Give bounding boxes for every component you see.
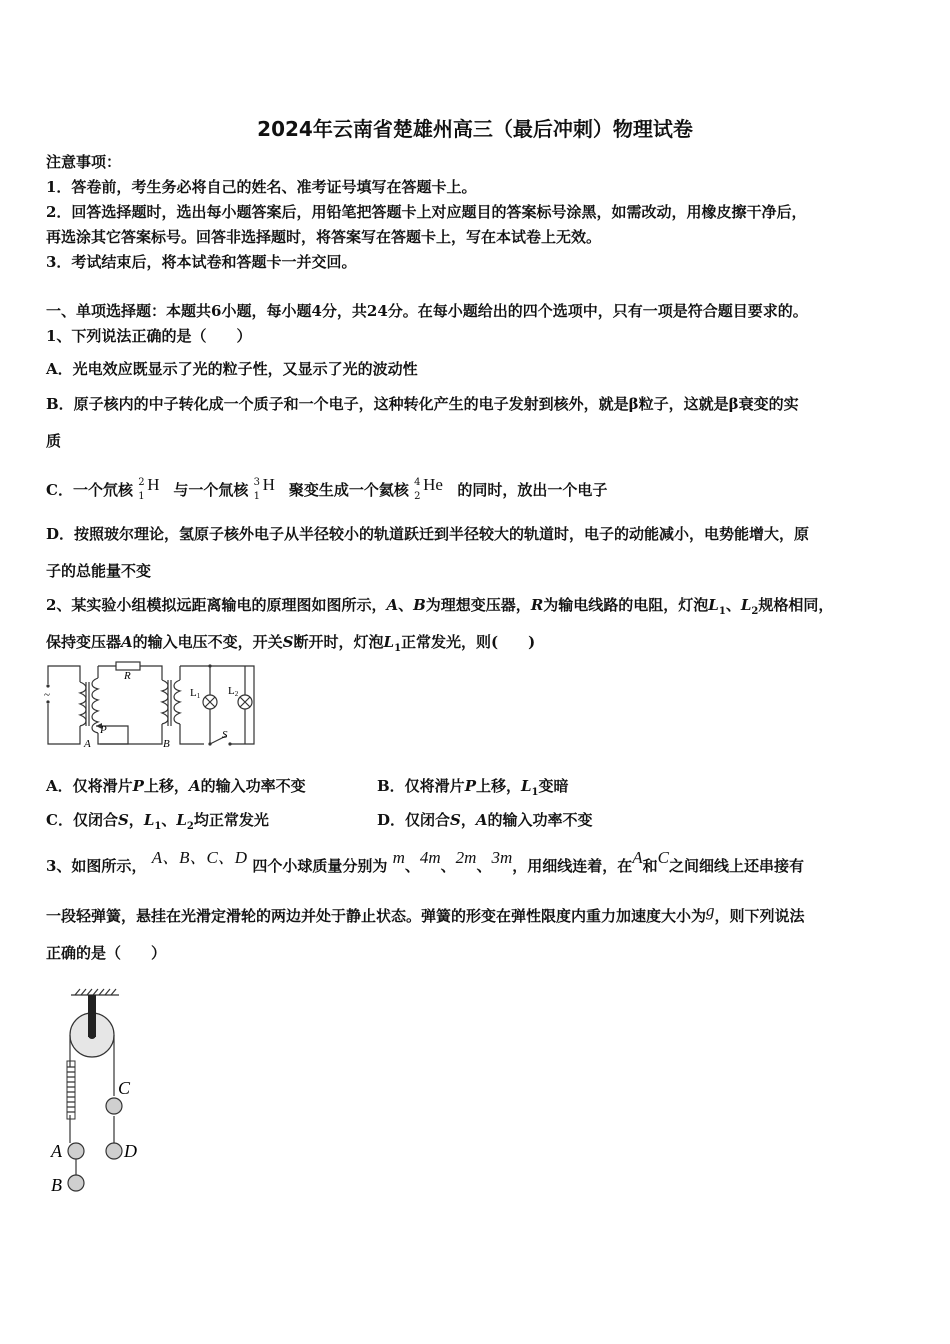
q2-option-d: D．仅闭合S，A的输入功率不变 — [377, 811, 593, 829]
svg-text:S: S — [222, 729, 228, 741]
tritium-symbol: 3 1 H — [253, 475, 275, 502]
q2-option-c: C．仅闭合S，$L_1$、$L_2$均正常发光 — [46, 811, 269, 832]
svg-text:~: ~ — [44, 689, 50, 701]
q2-option-b: B．仅将滑片P上移，$L_1$变暗 — [377, 777, 569, 798]
q1-stem: 1、下列说法正确的是（ ） — [46, 327, 252, 345]
q2-stem: 2、某实验小组模拟远距离输电的原理图如图所示，A、B为理想变压器，R为输电线路的电阻，灯泡$L_1$、$L_2$规格相同， — [46, 596, 834, 617]
notice-heading: 注意事项： — [46, 153, 122, 171]
svg-text:L1: L1 — [190, 687, 201, 700]
q3-stem: 3、如图所示， A、B、C、D 四个小球质量分别为 m、4m、2m、3m，用细线连着，在A和C之间细线上还串接有 — [46, 848, 805, 875]
q2-option-a: A．仅将滑片P上移，A的输入功率不变 — [46, 777, 306, 795]
notice-item-3: 3．考试结束后，将本试卷和答题卡一并交回。 — [46, 253, 357, 271]
q1-option-a: A．光电效应既显示了光的粒子性，又显示了光的波动性 — [46, 360, 418, 378]
svg-text:D: D — [124, 1141, 137, 1161]
notice-item-1: 1．答卷前，考生务必将自己的姓名、准考证号填写在答题卡上。 — [46, 178, 477, 196]
deuterium-symbol: 2 1 H — [138, 475, 160, 502]
svg-text:R: R — [124, 670, 131, 682]
q1-c-text-3: 聚变生成一个氦核 — [288, 481, 409, 499]
page-title: 2024年云南省楚雄州高三（最后冲刺）物理试卷 — [257, 117, 693, 141]
q1-c-text-2: 与一个氚核 — [173, 481, 249, 499]
q1-option-d: D．按照玻尔理论，氢原子核外电子从半径较小的轨道跃迁到半径较大的轨道时，电子的动能减小，电势能增大，原 — [46, 525, 810, 543]
q3-stem-cont: 一段轻弹簧，悬挂在光滑定滑轮的两边并处于静止状态。弹簧的形变在弹性限度内重力加速度大小为g，则下列说法 — [46, 901, 805, 925]
q1-c-text-4: 的同时，放出一个电子 — [457, 481, 608, 499]
svg-text:L2: L2 — [228, 685, 239, 698]
section-heading: 一、单项选择题：本题共6小题，每小题4分，共24分。在每小题给出的四个选项中，只有一项是符合题目要求的。 — [46, 302, 808, 320]
notice-item-2: 2．回答选择题时，选出每小题答案后，用铅笔把答题卡上对应题目的答案标号涂黑，如需改动，用橡皮擦干净后， — [46, 203, 807, 221]
svg-text:P: P — [100, 724, 107, 736]
svg-text:A: A — [84, 738, 91, 750]
q1-option-b: B．原子核内的中子转化成一个质子和一个电子，这种转化产生的电子发射到核外，就是β粒子，这就是β衰变的实 — [46, 395, 799, 413]
svg-text:A: A — [51, 1141, 62, 1161]
helium-symbol: 4 2 He — [414, 475, 443, 502]
q1-c-text-1: C．一个氘核 — [46, 481, 133, 499]
q1-option-c — [46, 477, 607, 500]
pulley-spring-diagram — [45, 985, 155, 1205]
q2-stem-cont: 保持变压器A的输入电压不变，开关S断开时，灯泡$L_1$正常发光，则( ) — [46, 633, 536, 654]
svg-text:B: B — [163, 738, 170, 750]
notice-item-2-cont: 再选涂其它答案标号。回答非选择题时，将答案写在答题卡上，写在本试卷上无效。 — [46, 228, 602, 246]
svg-text:C: C — [118, 1078, 131, 1098]
q1-option-d-cont: 子的总能量不变 — [46, 562, 152, 580]
q1-option-b-cont: 质 — [46, 432, 62, 450]
svg-text:B: B — [51, 1175, 62, 1195]
q3-stem-cont-2: 正确的是（ ） — [46, 944, 167, 962]
transmission-circuit-diagram — [40, 660, 270, 752]
